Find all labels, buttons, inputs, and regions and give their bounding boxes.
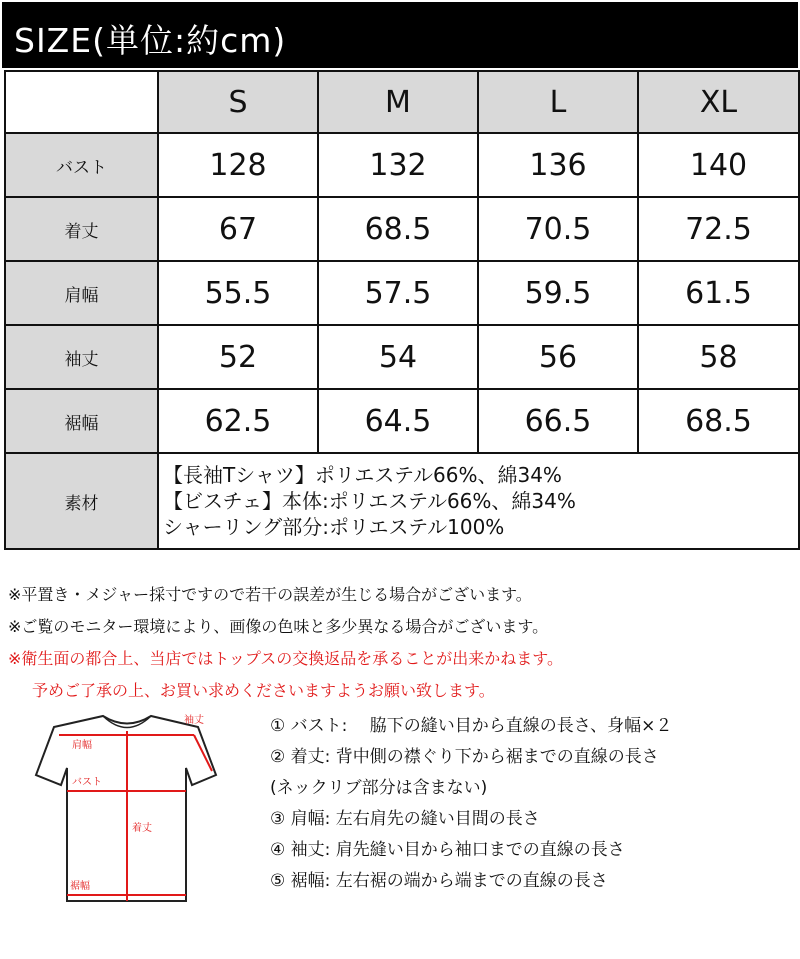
cell-bust-s: 128 bbox=[158, 133, 318, 197]
sleeve-label: 袖丈 bbox=[184, 715, 204, 726]
row-label-shoulder: 肩幅 bbox=[5, 261, 158, 325]
material-cell bbox=[158, 453, 799, 549]
cell-length-xl: 72.5 bbox=[638, 197, 799, 261]
cell-shoulder-m: 57.5 bbox=[318, 261, 478, 325]
cell-hem-m: 64.5 bbox=[318, 389, 478, 453]
cell-sleeve-l: 56 bbox=[478, 325, 638, 389]
table-corner bbox=[5, 71, 158, 133]
cell-hem-l: 66.5 bbox=[478, 389, 638, 453]
legend-shoulder: ③ 肩幅: 左右肩先の縫い目間の長さ bbox=[270, 809, 540, 829]
table-row bbox=[5, 133, 799, 197]
cell-length-s: 67 bbox=[158, 197, 318, 261]
material-line-bustier: 【ビスチェ】本体:ポリエステル66%、綿34% bbox=[163, 489, 576, 513]
cell-shoulder-s: 55.5 bbox=[158, 261, 318, 325]
legend-length: ② 着丈: 背中側の襟ぐり下から裾までの直線の長さ bbox=[270, 747, 659, 767]
cell-hem-xl: 68.5 bbox=[638, 389, 799, 453]
row-label-sleeve: 袖丈 bbox=[5, 325, 158, 389]
tshirt-diagram bbox=[20, 705, 235, 905]
cell-bust-xl: 140 bbox=[638, 133, 799, 197]
page-title: SIZE(単位:約cm) bbox=[14, 21, 287, 60]
cell-sleeve-m: 54 bbox=[318, 325, 478, 389]
size-header-l: L bbox=[478, 71, 638, 133]
measurement-legend bbox=[270, 711, 790, 897]
note-monitor: ※ご覧のモニター環境により、画像の色味と多少異なる場合がございます。 bbox=[8, 617, 549, 636]
shoulder-label: 肩幅 bbox=[72, 740, 92, 751]
legend-hem: ⑤ 裾幅: 左右裾の端から端までの直線の長さ bbox=[270, 871, 608, 891]
length-label: 着丈 bbox=[132, 823, 152, 834]
cell-bust-l: 136 bbox=[478, 133, 638, 197]
size-header-row bbox=[5, 71, 799, 133]
table-row bbox=[5, 325, 799, 389]
size-header-m: M bbox=[318, 71, 478, 133]
size-header-xl: XL bbox=[638, 71, 799, 133]
size-table bbox=[4, 70, 800, 550]
tshirt-collar bbox=[103, 716, 151, 728]
table-row bbox=[5, 197, 799, 261]
bust-label: バスト bbox=[72, 777, 102, 788]
cell-bust-m: 132 bbox=[318, 133, 478, 197]
note-no-returns: ※衛生面の都合上、当店ではトップスの交換返品を承ることが出来かねます。 bbox=[8, 649, 564, 668]
size-header-s: S bbox=[158, 71, 318, 133]
cell-length-l: 70.5 bbox=[478, 197, 638, 261]
legend-bust: ① バスト: 脇下の縫い目から直線の長さ、身幅×２ bbox=[270, 716, 673, 736]
row-label-material: 素材 bbox=[5, 453, 158, 549]
note-measurement: ※平置き・メジャー採寸ですので若干の誤差が生じる場合がございます。 bbox=[8, 585, 532, 604]
material-line-tshirt: 【長袖Tシャツ】ポリエステル66%、綿34% bbox=[163, 463, 562, 487]
legend-length-note: (ネックリブ部分は含まない) bbox=[270, 778, 488, 798]
table-row-material bbox=[5, 453, 799, 549]
legend-sleeve: ④ 袖丈: 肩先縫い目から袖口までの直線の長さ bbox=[270, 840, 625, 860]
table-row bbox=[5, 261, 799, 325]
notes bbox=[8, 579, 798, 707]
title-bar bbox=[2, 2, 798, 68]
hem-label: 裾幅 bbox=[70, 881, 90, 892]
row-label-length: 着丈 bbox=[5, 197, 158, 261]
row-label-hem: 裾幅 bbox=[5, 389, 158, 453]
row-label-bust: バスト bbox=[5, 133, 158, 197]
cell-length-m: 68.5 bbox=[318, 197, 478, 261]
cell-shoulder-l: 59.5 bbox=[478, 261, 638, 325]
cell-shoulder-xl: 61.5 bbox=[638, 261, 799, 325]
table-row bbox=[5, 389, 799, 453]
cell-hem-s: 62.5 bbox=[158, 389, 318, 453]
cell-sleeve-xl: 58 bbox=[638, 325, 799, 389]
cell-sleeve-s: 52 bbox=[158, 325, 318, 389]
note-acknowledge: 予めご了承の上、お買い求めくださいますようお願い致します。 bbox=[32, 681, 495, 700]
material-line-shirring: シャーリング部分:ポリエステル100% bbox=[163, 515, 505, 539]
